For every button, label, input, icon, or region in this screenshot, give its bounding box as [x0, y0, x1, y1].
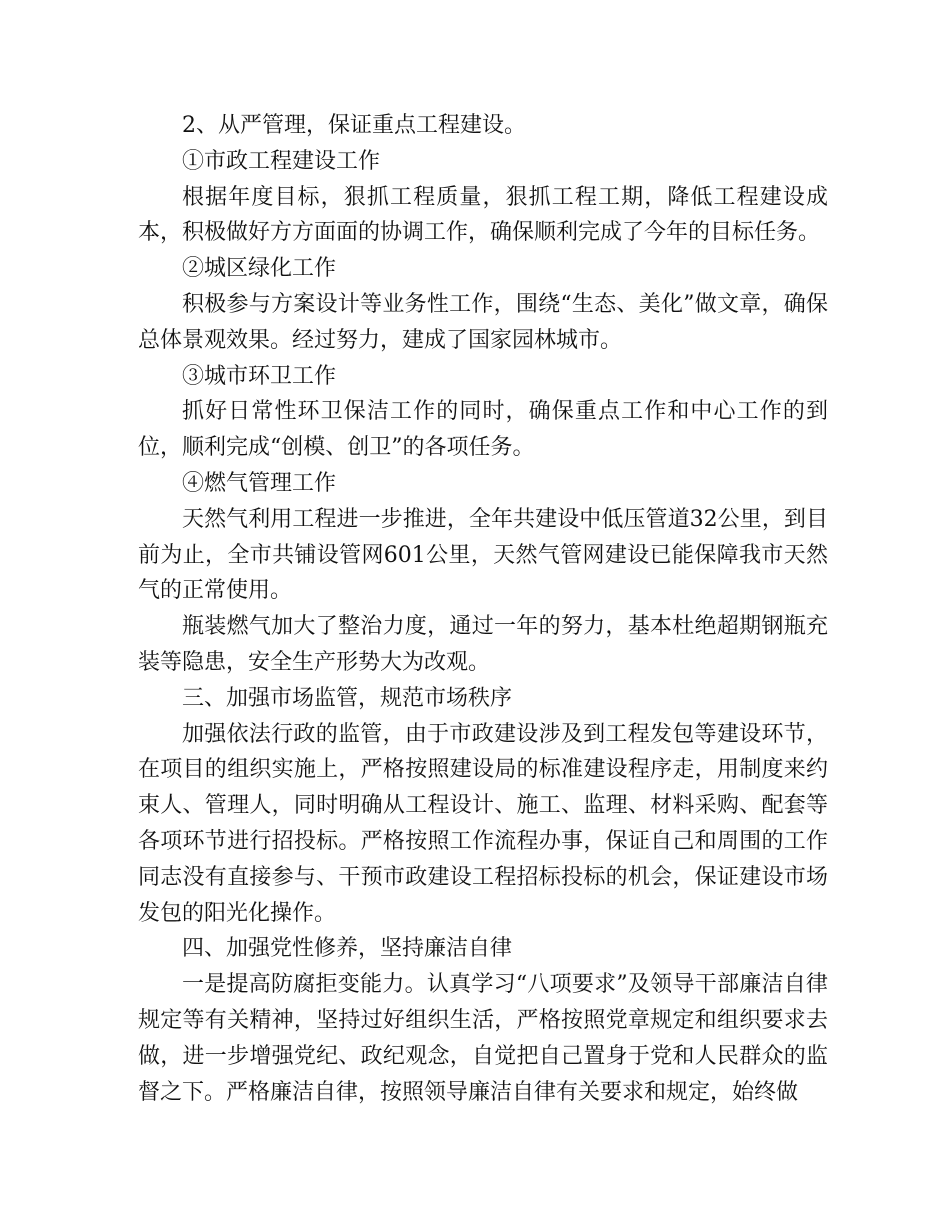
- body-paragraph: 抓好日常性环卫保洁工作的同时，确保重点工作和中心工作的到位，顺利完成“创模、创卫”的各项任务。: [138, 399, 828, 461]
- body-paragraph: 瓶装燃气加大了整治力度，通过一年的努力，基本杜绝超期钢瓶充装等隐患，安全生产形势大为改观。: [138, 614, 828, 675]
- body-paragraph: 加强依法行政的监管，由于市政建设涉及到工程发包等建设环节，在项目的组织实施上，严格按照建设局的标准建设程序走，用制度来约束人、管理人，同时明确从工程设计、施工、监理、材料采购、配套等各项环节进行招投标。严格按照工作流程办事，保证自己和周围的工作同志没有直接参与、干预市政建设工程招标投标的机会，保证建设市场发包的阳光化操作。: [138, 721, 828, 926]
- section-heading: 四、加强党性修养，坚持廉洁自律: [182, 936, 513, 962]
- subsection-heading: ②城区绿化工作: [182, 256, 337, 282]
- body-paragraph: 天然气利用工程进一步推进，全年共建设中低压管道32公里，到目前为止，全市共铺设管网601公里，天然气管网建设已能保障我市天然气的正常使用。: [138, 506, 828, 604]
- body-paragraph: 积极参与方案设计等业务性工作，围绕“生态、美化”做文章，确保总体景观效果。经过努力，建成了国家园林城市。: [138, 291, 828, 353]
- body-paragraph: 根据年度目标，狠抓工程质量，狠抓工程工期，降低工程建设成本，积极做好方方面面的协调工作，确保顺利完成了今年的目标任务。: [138, 184, 828, 246]
- body-paragraph: 一是提高防腐拒变能力。认真学习“八项要求”及领导干部廉洁自律规定等有关精神，坚持过好组织生活，严格按照党章规定和组织要求去做，进一步增强党纪、政纪观念，自觉把自己置身于党和人民群众的监督之下。严格廉洁自律，按照领导廉洁自律有关要求和规定，始终做: [138, 972, 828, 1105]
- section-heading: 三、加强市场监管，规范市场秩序: [182, 685, 513, 711]
- subsection-heading: ①市政工程建设工作: [182, 148, 381, 174]
- subsection-heading: ③城市环卫工作: [182, 363, 337, 389]
- section-heading: 2、从严管理，保证重点工程建设。: [182, 113, 526, 138]
- subsection-heading: ④燃气管理工作: [182, 470, 337, 496]
- document-body: [138, 108, 828, 1110]
